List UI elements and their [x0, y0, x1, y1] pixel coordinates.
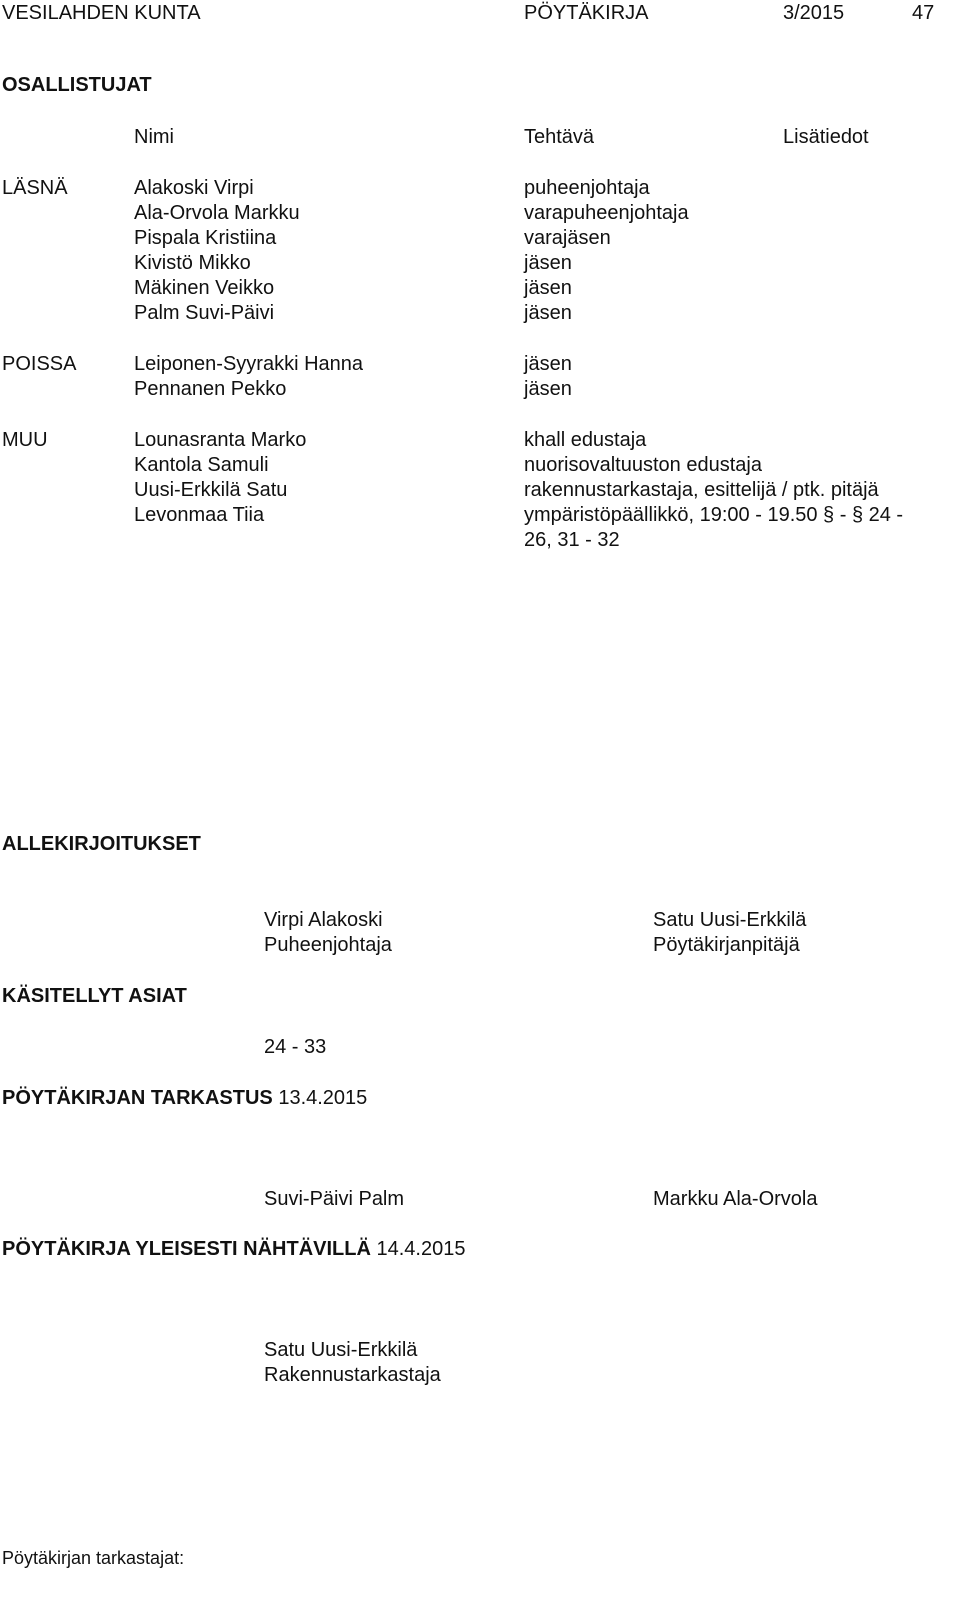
reviewer-name: Suvi-Päivi Palm: [264, 1188, 405, 1210]
signer-title: Puheenjohtaja: [264, 934, 392, 956]
review-title: PÖYTÄKIRJAN TARKASTUS: [2, 1087, 273, 1109]
column-header-role: Tehtävä: [524, 126, 595, 148]
signer-title: Pöytäkirjanpitäjä: [653, 934, 800, 956]
participant-role: nuorisovaltuuston edustaja: [524, 454, 762, 476]
participant-role: varajäsen: [524, 227, 611, 249]
signatures-heading: ALLEKIRJOITUKSET: [2, 833, 201, 855]
participant-role: puheenjohtaja: [524, 177, 650, 199]
participant-role: jäsen: [524, 353, 572, 375]
participant-role-continuation: 26, 31 - 32: [524, 529, 620, 551]
participant-name: Kantola Samuli: [134, 454, 269, 476]
public-signer-name: Satu Uusi-Erkkilä: [264, 1339, 418, 1361]
review-date: 13.4.2015: [278, 1087, 368, 1109]
participant-name: Palm Suvi-Päivi: [134, 302, 275, 324]
participant-role: khall edustaja: [524, 429, 647, 451]
other-label: MUU: [2, 429, 48, 451]
participants-heading: OSALLISTUJAT: [2, 74, 152, 96]
participant-name: Ala-Orvola Markku: [134, 202, 300, 224]
participant-role: jäsen: [524, 302, 572, 324]
participant-name: Kivistö Mikko: [134, 252, 251, 274]
participant-name: Uusi-Erkkilä Satu: [134, 479, 288, 501]
participant-name: Lounasranta Marko: [134, 429, 307, 451]
participant-name: Leiponen-Syyrakki Hanna: [134, 353, 364, 375]
participant-name: Pennanen Pekko: [134, 378, 287, 400]
municipality-name: VESILAHDEN KUNTA: [2, 2, 201, 24]
participant-name: Alakoski Virpi: [134, 177, 254, 199]
participant-role: ympäristöpäällikkö, 19:00 - 19.50 § - § 24 -: [524, 504, 904, 526]
absent-label: POISSA: [2, 353, 77, 375]
handled-items-heading: KÄSITELLYT ASIAT: [2, 985, 187, 1007]
participant-role: jäsen: [524, 277, 572, 299]
handled-items-range: 24 - 33: [264, 1036, 327, 1058]
participant-role: jäsen: [524, 378, 572, 400]
participant-role: rakennustarkastaja, esittelijä / ptk. pitäjä: [524, 479, 879, 501]
review-heading: [2, 1086, 367, 1110]
reviewers-footer-label: Pöytäkirjan tarkastajat:: [2, 1548, 185, 1568]
participant-role: varapuheenjohtaja: [524, 202, 689, 224]
present-label: LÄSNÄ: [2, 177, 68, 199]
participant-name: Pispala Kristiina: [134, 227, 277, 249]
participant-name: Levonmaa Tiia: [134, 504, 265, 526]
document-number: 3/2015: [783, 2, 845, 24]
document-type: PÖYTÄKIRJA: [524, 2, 649, 24]
signer-name: Satu Uusi-Erkkilä: [653, 909, 807, 931]
reviewer-name: Markku Ala-Orvola: [653, 1188, 818, 1210]
public-signer-role: Rakennustarkastaja: [264, 1364, 441, 1386]
signer-name: Virpi Alakoski: [264, 909, 383, 931]
participant-name: Mäkinen Veikko: [134, 277, 275, 299]
page-number: 47: [912, 2, 935, 24]
participant-role: jäsen: [524, 252, 572, 274]
public-display-title: PÖYTÄKIRJA YLEISESTI NÄHTÄVILLÄ: [2, 1238, 371, 1260]
column-header-name: Nimi: [134, 126, 174, 148]
column-header-extra: Lisätiedot: [783, 126, 869, 148]
public-display-date: 14.4.2015: [376, 1238, 466, 1260]
public-display-heading: [2, 1237, 465, 1261]
